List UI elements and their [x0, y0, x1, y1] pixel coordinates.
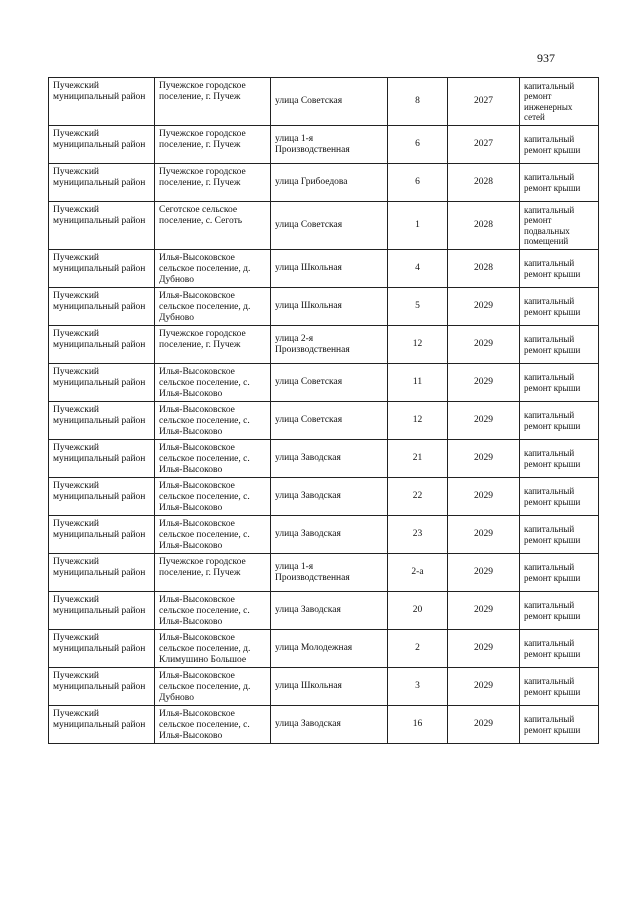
house-number-cell: 2-а	[388, 554, 448, 592]
house-number-cell: 4	[388, 250, 448, 288]
work-type-cell: капитальный ремонт крыши	[520, 592, 599, 630]
table-row	[49, 250, 599, 288]
work-type-cell: капитальный ремонт инженерных сетей	[520, 78, 599, 126]
street-cell: улица Советская	[271, 202, 388, 250]
table-row	[49, 630, 599, 668]
settlement-cell: Илья-Высоковское сельское поселение, д. Дубново	[155, 250, 271, 288]
work-type-cell: капитальный ремонт крыши	[520, 516, 599, 554]
district-cell: Пучежский муниципальный район	[49, 478, 155, 516]
year-cell: 2027	[448, 78, 520, 126]
district-cell: Пучежский муниципальный район	[49, 326, 155, 364]
table-row	[49, 202, 599, 250]
work-type-cell: капитальный ремонт крыши	[520, 126, 599, 164]
work-type-cell: капитальный ремонт крыши	[520, 554, 599, 592]
work-type-cell: капитальный ремонт крыши	[520, 440, 599, 478]
year-cell: 2029	[448, 440, 520, 478]
table-row	[49, 164, 599, 202]
repair-schedule-table	[48, 77, 599, 744]
street-cell: улица Советская	[271, 402, 388, 440]
table-row	[49, 326, 599, 364]
table-row	[49, 288, 599, 326]
district-cell: Пучежский муниципальный район	[49, 364, 155, 402]
year-cell: 2028	[448, 250, 520, 288]
settlement-cell: Сеготское сельское поселение, с. Сеготь	[155, 202, 271, 250]
year-cell: 2028	[448, 202, 520, 250]
district-cell: Пучежский муниципальный район	[49, 402, 155, 440]
year-cell: 2029	[448, 592, 520, 630]
settlement-cell: Пучежское городское поселение, г. Пучеж	[155, 126, 271, 164]
street-cell: улица 1-я Производственная	[271, 554, 388, 592]
work-type-cell: капитальный ремонт крыши	[520, 364, 599, 402]
district-cell: Пучежский муниципальный район	[49, 440, 155, 478]
settlement-cell: Пучежское городское поселение, г. Пучеж	[155, 164, 271, 202]
street-cell: улица Грибоедова	[271, 164, 388, 202]
district-cell: Пучежский муниципальный район	[49, 164, 155, 202]
year-cell: 2028	[448, 164, 520, 202]
year-cell: 2029	[448, 288, 520, 326]
year-cell: 2029	[448, 326, 520, 364]
work-type-cell: капитальный ремонт крыши	[520, 478, 599, 516]
year-cell: 2027	[448, 126, 520, 164]
table-row	[49, 364, 599, 402]
house-number-cell: 12	[388, 326, 448, 364]
district-cell: Пучежский муниципальный район	[49, 516, 155, 554]
district-cell: Пучежский муниципальный район	[49, 126, 155, 164]
district-cell: Пучежский муниципальный район	[49, 78, 155, 126]
district-cell: Пучежский муниципальный район	[49, 202, 155, 250]
street-cell: улица Заводская	[271, 706, 388, 744]
page-number: 937	[537, 51, 555, 65]
year-cell: 2029	[448, 630, 520, 668]
year-cell: 2029	[448, 478, 520, 516]
settlement-cell: Илья-Высоковское сельское поселение, с. Илья-Высоково	[155, 516, 271, 554]
work-type-cell: капитальный ремонт крыши	[520, 250, 599, 288]
table-row	[49, 78, 599, 126]
settlement-cell: Илья-Высоковское сельское поселение, с. Илья-Высоково	[155, 364, 271, 402]
table-row	[49, 402, 599, 440]
district-cell: Пучежский муниципальный район	[49, 554, 155, 592]
work-type-cell: капитальный ремонт крыши	[520, 630, 599, 668]
work-type-cell: капитальный ремонт крыши	[520, 402, 599, 440]
house-number-cell: 3	[388, 668, 448, 706]
house-number-cell: 1	[388, 202, 448, 250]
settlement-cell: Илья-Высоковское сельское поселение, с. Илья-Высоково	[155, 440, 271, 478]
table-row	[49, 478, 599, 516]
street-cell: улица Молодежная	[271, 630, 388, 668]
house-number-cell: 2	[388, 630, 448, 668]
table-row	[49, 668, 599, 706]
street-cell: улица 1-я Производственная	[271, 126, 388, 164]
work-type-cell: капитальный ремонт крыши	[520, 326, 599, 364]
settlement-cell: Пучежское городское поселение, г. Пучеж	[155, 554, 271, 592]
street-cell: улица Школьная	[271, 668, 388, 706]
year-cell: 2029	[448, 402, 520, 440]
settlement-cell: Илья-Высоковское сельское поселение, д. Климушино Большое	[155, 630, 271, 668]
district-cell: Пучежский муниципальный район	[49, 288, 155, 326]
street-cell: улица Школьная	[271, 250, 388, 288]
house-number-cell: 6	[388, 164, 448, 202]
house-number-cell: 5	[388, 288, 448, 326]
work-type-cell: капитальный ремонт подвальных помещений	[520, 202, 599, 250]
house-number-cell: 8	[388, 78, 448, 126]
district-cell: Пучежский муниципальный район	[49, 668, 155, 706]
year-cell: 2029	[448, 364, 520, 402]
street-cell: улица 2-я Производственная	[271, 326, 388, 364]
table-row	[49, 592, 599, 630]
settlement-cell: Илья-Высоковское сельское поселение, с. Илья-Высоково	[155, 592, 271, 630]
settlement-cell: Пучежское городское поселение, г. Пучеж	[155, 78, 271, 126]
house-number-cell: 11	[388, 364, 448, 402]
house-number-cell: 23	[388, 516, 448, 554]
district-cell: Пучежский муниципальный район	[49, 706, 155, 744]
district-cell: Пучежский муниципальный район	[49, 592, 155, 630]
house-number-cell: 22	[388, 478, 448, 516]
street-cell: улица Советская	[271, 364, 388, 402]
table-row	[49, 126, 599, 164]
house-number-cell: 6	[388, 126, 448, 164]
street-cell: улица Заводская	[271, 516, 388, 554]
street-cell: улица Советская	[271, 78, 388, 126]
table-row	[49, 706, 599, 744]
year-cell: 2029	[448, 668, 520, 706]
street-cell: улица Заводская	[271, 478, 388, 516]
table-row	[49, 554, 599, 592]
table-row	[49, 516, 599, 554]
year-cell: 2029	[448, 554, 520, 592]
settlement-cell: Илья-Высоковское сельское поселение, с. Илья-Высоково	[155, 706, 271, 744]
settlement-cell: Илья-Высоковское сельское поселение, с. Илья-Высоково	[155, 402, 271, 440]
work-type-cell: капитальный ремонт крыши	[520, 668, 599, 706]
work-type-cell: капитальный ремонт крыши	[520, 706, 599, 744]
settlement-cell: Илья-Высоковское сельское поселение, д. Дубново	[155, 288, 271, 326]
table-row	[49, 440, 599, 478]
year-cell: 2029	[448, 516, 520, 554]
district-cell: Пучежский муниципальный район	[49, 630, 155, 668]
house-number-cell: 20	[388, 592, 448, 630]
settlement-cell: Илья-Высоковское сельское поселение, д. Дубново	[155, 668, 271, 706]
street-cell: улица Заводская	[271, 592, 388, 630]
house-number-cell: 12	[388, 402, 448, 440]
street-cell: улица Школьная	[271, 288, 388, 326]
street-cell: улица Заводская	[271, 440, 388, 478]
work-type-cell: капитальный ремонт крыши	[520, 288, 599, 326]
year-cell: 2029	[448, 706, 520, 744]
table-body	[49, 78, 599, 744]
district-cell: Пучежский муниципальный район	[49, 250, 155, 288]
settlement-cell: Пучежское городское поселение, г. Пучеж	[155, 326, 271, 364]
house-number-cell: 16	[388, 706, 448, 744]
work-type-cell: капитальный ремонт крыши	[520, 164, 599, 202]
settlement-cell: Илья-Высоковское сельское поселение, с. Илья-Высоково	[155, 478, 271, 516]
house-number-cell: 21	[388, 440, 448, 478]
